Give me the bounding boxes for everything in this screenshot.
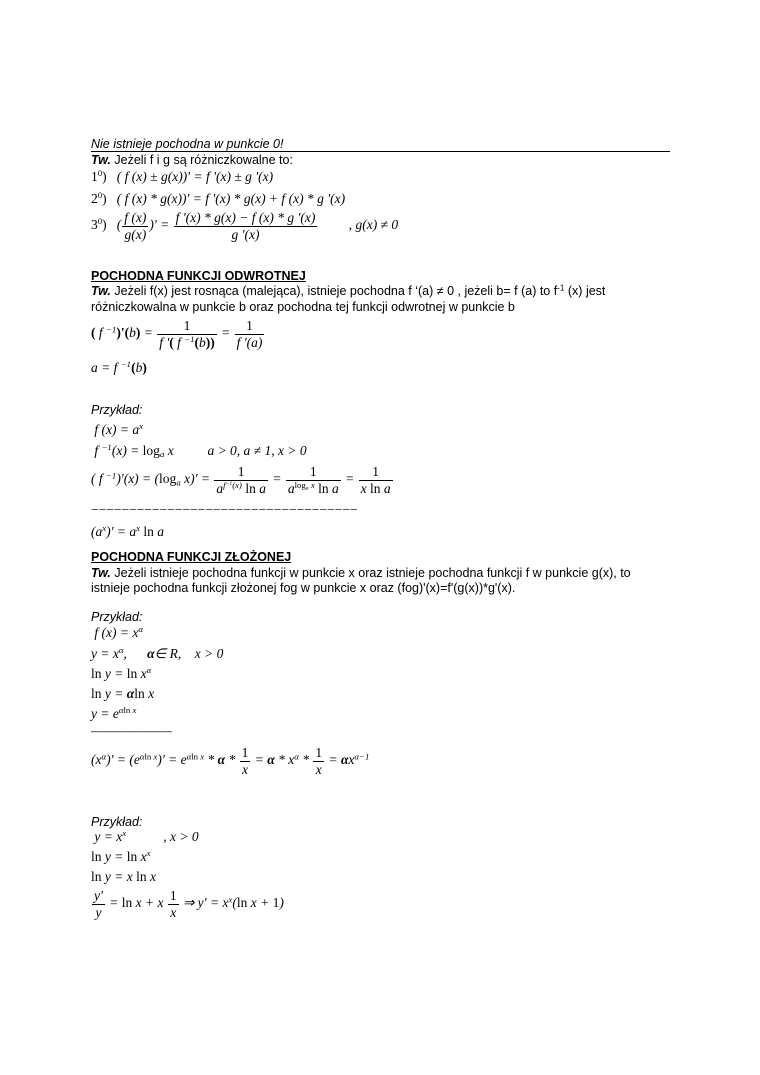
heading-composite-function-derivative: POCHODNA FUNKCJI ZŁOŻONEJ <box>91 550 292 564</box>
example-label: Przykład: <box>91 610 143 624</box>
formula-log-derivative: ( f $^{-1})'(x) = (\log_a$ x)' = $\frac{1}{a^{f^{-1}(x)} \ln a}$ = $\frac{1}{a^{log_a x} \ln a}$ = $\frac{1}{\text{x ln a}}$ <box>91 464 391 496</box>
note-no-derivative-at-zero: Nie istnieje pochodna w punkcie 0! <box>91 137 284 151</box>
theorem-composite-text: Jeżeli istnieje pochodna funkcji w punkcie x oraz istnieje pochodna funkcji f w punkcie g(x), to <box>114 566 631 580</box>
dashed-separator: —————— <box>91 723 172 738</box>
tw-label: Tw. <box>91 284 111 298</box>
formula-power-derivative: $(x^\alpha)' = (e^{\alpha ln x})' = e^{\alpha ln x} * \alpha$ * $\frac{1}{x}$ = α * $x^\alpha$ * $\frac{1}{x}$ = $\alpha x^{\alpha-1}$ <box>91 745 370 777</box>
theorem-inverse-text-end: (x) jest <box>564 284 606 298</box>
inverse-superscript: -1 <box>557 283 565 293</box>
formula-f-equals-a-to-x: f $(x) = a^x$ <box>91 421 143 437</box>
theorem-inverse-text: Jeżeli f(x) jest rosnąca (malejąca), istnieje pochodna f ‘(a) ≠ 0 , jeżeli b= f (a) to f <box>114 284 558 298</box>
theorem-differentiable-intro <box>91 153 293 167</box>
example-label: Przykład: <box>91 815 143 829</box>
formula-x-to-x-derivative: $\frac{y'}{y}$ = ln x + x $\frac{1}{x}$ ⇒ $y' = x^x(\ln$ x + 1) <box>94 888 284 920</box>
theorem-composite-line-1 <box>91 566 631 580</box>
theorem-intro-text: Jeżeli f i g są różniczkowalne to: <box>114 153 293 167</box>
formula-f-equals-x-alpha: f $(x) = x^\alpha$ <box>91 624 143 640</box>
theorem-inverse-line-2: różniczkowalna w punkcie b oraz pochodna tej funkcji odwrotnej w punkcie b <box>91 300 515 314</box>
formula-ln-y-ln-x-to-x: $\ln y = \ln x^x$ <box>91 848 151 864</box>
formula-f-inverse-log: f $^{-1}(x) = \log_a x$ a > 0, a ≠ 1, x > 0 <box>91 442 307 460</box>
formula-y-equals-x-to-x: $y = x^x$ , x > 0 <box>91 828 199 844</box>
formula-ln-y-x-ln-x: ln y = x ln x <box>91 869 156 884</box>
formula-ln-y-alpha-ln-x: ln y = αln x <box>91 686 155 701</box>
formula-rule-3-quotient: $3^0$) ( $\frac{f (x)}{g(x)}$ )' = $\frac{f '(x) * g(x) - f (x) * g '(x)}{g '(x)}$ , g(x) ≠ 0 <box>91 210 399 242</box>
theorem-inverse-line-1 <box>91 284 605 298</box>
tw-label: Tw. <box>91 153 111 167</box>
formula-a-equals-f-inverse-b: a = f $^{-1}$(b) <box>91 359 147 375</box>
formula-rule-2-product: $2^0$) ( f (x) * g(x))' = f '(x) * g(x) + f (x) * g '(x) <box>91 190 346 206</box>
dashed-separator: −−−−−−−−−−−−−−−−−−−−−−−−−−−−−−−−−−− <box>91 502 358 517</box>
example-label: Przykład: <box>91 403 143 417</box>
tw-label: Tw. <box>91 566 111 580</box>
formula-y-exp-alpha-ln-x: $y = e^{\alpha ln x}$ <box>91 705 137 721</box>
horizontal-rule <box>91 151 670 152</box>
formula-inverse-derivative: ( f $^{-1}$)'(b) = $\frac{1}{f '( f ^{-1}(b))}$ = $\frac{1}{f '(a)}$ <box>91 318 263 350</box>
formula-y-equals-x-alpha: $y = x^\alpha$, α∈ R, x > 0 <box>91 645 224 661</box>
formula-exp-derivative: $(a^x)' = a^x$ ln a <box>91 523 165 539</box>
heading-inverse-function-derivative: POCHODNA FUNKCJI ODWROTNEJ <box>91 269 306 283</box>
formula-ln-y-ln-x-alpha: $\ln y = \ln x^\alpha$ <box>91 665 152 681</box>
theorem-composite-line-2: istnieje pochodna funkcji złożonej fog w punkcie x oraz (fog)'(x)=f'(g(x))*g'(x). <box>91 581 516 595</box>
formula-rule-1-sum: $1^0$) ( f (x) ± g(x))' = f '(x) ± g '(x) <box>91 168 274 184</box>
